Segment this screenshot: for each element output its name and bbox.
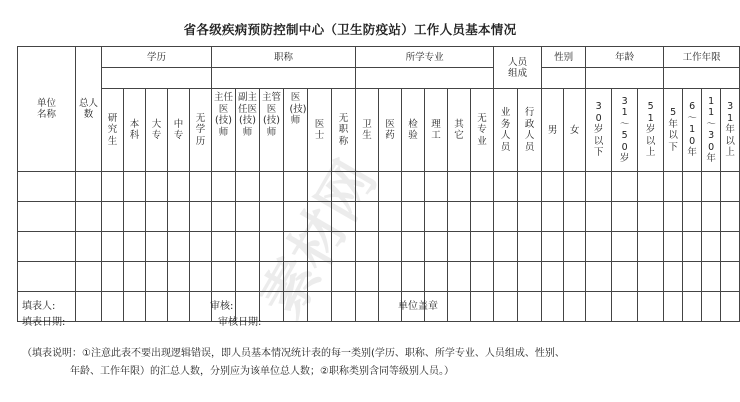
table-cell[interactable]	[212, 262, 236, 292]
table-cell[interactable]	[402, 262, 425, 292]
table-cell[interactable]	[260, 292, 284, 322]
table-cell[interactable]	[236, 232, 260, 262]
table-cell[interactable]	[518, 172, 542, 202]
table-cell[interactable]	[721, 262, 740, 292]
header-years-under5: 5年以下	[664, 89, 683, 172]
table-cell[interactable]	[683, 232, 702, 262]
table-cell[interactable]	[124, 232, 146, 262]
table-cell[interactable]	[702, 262, 721, 292]
staff-statistics-table	[17, 46, 740, 322]
header-title-chief: 主任医(技)师	[212, 89, 236, 172]
table-cell[interactable]	[190, 172, 212, 202]
table-cell[interactable]	[190, 232, 212, 262]
table-cell[interactable]	[586, 172, 612, 202]
table-cell[interactable]	[471, 172, 494, 202]
table-cell[interactable]	[308, 232, 332, 262]
table-cell[interactable]	[124, 292, 146, 322]
table-cell[interactable]	[564, 172, 586, 202]
table-cell[interactable]	[356, 262, 379, 292]
table-cell[interactable]	[76, 202, 102, 232]
header-title-assistant: 医士	[308, 89, 332, 172]
table-cell[interactable]	[702, 172, 721, 202]
header-gender-male: 男	[542, 89, 564, 172]
table-cell[interactable]	[146, 232, 168, 262]
table-cell[interactable]	[683, 262, 702, 292]
table-cell[interactable]	[402, 172, 425, 202]
table-cell[interactable]	[683, 172, 702, 202]
table-cell[interactable]	[664, 292, 683, 322]
header-title-rank: 职称	[212, 47, 356, 68]
table-cell[interactable]	[448, 262, 471, 292]
table-cell[interactable]	[638, 232, 664, 262]
seal-label: 单位盖章	[398, 301, 438, 312]
table-cell[interactable]	[638, 292, 664, 322]
table-cell[interactable]	[284, 292, 308, 322]
header-edu-none: 无学历	[190, 89, 212, 172]
header-comp-business: 业务人员	[494, 89, 518, 172]
header-age-under30: 30岁以下	[586, 89, 612, 172]
header-edu-bachelor: 本科	[124, 89, 146, 172]
header-age-31-50: 31～50岁	[612, 89, 638, 172]
header-title-deputy: 副主任医(技)师	[236, 89, 260, 172]
table-cell[interactable]	[124, 202, 146, 232]
table-cell[interactable]	[356, 232, 379, 262]
fill-instructions	[22, 345, 682, 381]
table-cell[interactable]	[168, 202, 190, 232]
header-major-other: 其它	[448, 89, 471, 172]
table-cell[interactable]	[471, 292, 494, 322]
table-cell[interactable]	[236, 172, 260, 202]
table-cell[interactable]	[518, 262, 542, 292]
header-major: 所学专业	[356, 47, 494, 68]
table-cell[interactable]	[332, 232, 356, 262]
table-cell[interactable]	[102, 232, 124, 262]
header-education: 学历	[102, 47, 212, 68]
table-cell[interactable]	[638, 262, 664, 292]
table-cell[interactable]	[542, 202, 564, 232]
header-years-11-30: 11～30年	[702, 89, 721, 172]
table-cell[interactable]	[702, 202, 721, 232]
table-cell[interactable]	[332, 202, 356, 232]
header-years-over31: 31年以上	[721, 89, 740, 172]
table-cell[interactable]	[471, 232, 494, 262]
table-cell[interactable]	[494, 262, 518, 292]
table-cell[interactable]	[356, 202, 379, 232]
header-comp-admin: 行政人员	[518, 89, 542, 172]
table-cell[interactable]	[102, 262, 124, 292]
table-cell[interactable]	[518, 232, 542, 262]
table-cell[interactable]	[586, 262, 612, 292]
table-cell[interactable]	[308, 172, 332, 202]
table-row	[18, 262, 740, 292]
table-cell[interactable]	[102, 292, 124, 322]
table-cell[interactable]	[664, 232, 683, 262]
table-cell[interactable]	[168, 292, 190, 322]
table-cell[interactable]	[332, 172, 356, 202]
table-cell[interactable]	[425, 202, 448, 232]
table-cell[interactable]	[564, 232, 586, 262]
table-cell[interactable]	[332, 262, 356, 292]
table-cell[interactable]	[494, 232, 518, 262]
table-cell[interactable]	[190, 292, 212, 322]
table-cell[interactable]	[612, 172, 638, 202]
table-cell[interactable]	[168, 232, 190, 262]
watermark: 素材网	[248, 150, 390, 329]
table-cell[interactable]	[284, 232, 308, 262]
header-age-over51: 51岁以上	[638, 89, 664, 172]
staff-table-container	[17, 46, 735, 322]
header-edu-graduate: 研究生	[102, 89, 124, 172]
table-cell[interactable]	[18, 262, 76, 292]
header-title-none: 无职称	[332, 89, 356, 172]
table-cell[interactable]	[664, 262, 683, 292]
header-major-science: 理工	[425, 89, 448, 172]
table-cell[interactable]	[721, 232, 740, 262]
table-cell[interactable]	[448, 292, 471, 322]
table-cell[interactable]	[494, 172, 518, 202]
table-cell[interactable]	[721, 172, 740, 202]
header-edu-college: 大专	[146, 89, 168, 172]
table-cell[interactable]	[518, 292, 542, 322]
table-cell[interactable]	[683, 292, 702, 322]
table-cell[interactable]	[683, 202, 702, 232]
header-gender-female: 女	[564, 89, 586, 172]
form-title: 省各级疾病预防控制中心（卫生防疫站）工作人员基本情况	[183, 22, 517, 37]
filler-label: 填表人:	[22, 301, 56, 312]
table-cell[interactable]	[168, 262, 190, 292]
table-cell[interactable]	[448, 172, 471, 202]
table-cell[interactable]	[721, 202, 740, 232]
table-row	[18, 172, 740, 202]
table-cell[interactable]	[638, 202, 664, 232]
table-cell[interactable]	[612, 232, 638, 262]
table-cell[interactable]	[168, 172, 190, 202]
table-cell[interactable]	[76, 292, 102, 322]
header-edu-secondary: 中专	[168, 89, 190, 172]
table-cell[interactable]	[284, 202, 308, 232]
table-row	[18, 292, 740, 322]
table-cell[interactable]	[564, 262, 586, 292]
header-total: 总人数	[76, 47, 102, 172]
table-cell[interactable]	[102, 172, 124, 202]
table-cell[interactable]	[702, 232, 721, 262]
table-cell[interactable]	[236, 262, 260, 292]
table-cell[interactable]	[308, 262, 332, 292]
table-cell[interactable]	[146, 262, 168, 292]
table-cell[interactable]	[542, 262, 564, 292]
table-cell[interactable]	[260, 172, 284, 202]
header-unit-name: 单位名称	[18, 47, 76, 172]
table-cell[interactable]	[402, 232, 425, 262]
table-cell[interactable]	[356, 292, 379, 322]
table-cell[interactable]	[76, 172, 102, 202]
table-cell[interactable]	[542, 172, 564, 202]
table-cell[interactable]	[102, 202, 124, 232]
table-cell[interactable]	[146, 292, 168, 322]
fill-date-label: 填表日期:	[22, 317, 66, 328]
table-cell[interactable]	[638, 172, 664, 202]
table-cell[interactable]	[379, 232, 402, 262]
reviewer-label: 审核:	[210, 301, 234, 312]
table-cell[interactable]	[146, 202, 168, 232]
table-cell[interactable]	[212, 202, 236, 232]
table-cell[interactable]	[586, 292, 612, 322]
table-cell[interactable]	[146, 172, 168, 202]
table-cell[interactable]	[425, 172, 448, 202]
header-composition: 人员组成	[494, 47, 542, 89]
table-cell[interactable]	[564, 202, 586, 232]
table-row	[18, 232, 740, 262]
table-cell[interactable]	[612, 262, 638, 292]
table-cell[interactable]	[308, 202, 332, 232]
table-cell[interactable]	[664, 202, 683, 232]
table-cell[interactable]	[448, 232, 471, 262]
table-cell[interactable]	[308, 292, 332, 322]
table-cell[interactable]	[236, 202, 260, 232]
table-cell[interactable]	[542, 292, 564, 322]
table-cell[interactable]	[448, 202, 471, 232]
table-cell[interactable]	[702, 292, 721, 322]
header-title-physician: 医(技)师	[284, 89, 308, 172]
table-cell[interactable]	[494, 202, 518, 232]
table-cell[interactable]	[284, 172, 308, 202]
table-cell[interactable]	[18, 172, 76, 202]
table-cell[interactable]	[332, 292, 356, 322]
table-cell[interactable]	[664, 172, 683, 202]
table-cell[interactable]	[190, 262, 212, 292]
table-cell[interactable]	[76, 232, 102, 262]
table-cell[interactable]	[564, 292, 586, 322]
table-cell[interactable]	[471, 262, 494, 292]
table-cell[interactable]	[76, 262, 102, 292]
table-row	[18, 202, 740, 232]
header-major-none: 无专业	[471, 89, 494, 172]
header-title-supervisor: 主管医(技)师	[260, 89, 284, 172]
table-cell[interactable]	[212, 232, 236, 262]
table-cell[interactable]	[379, 172, 402, 202]
table-cell[interactable]	[379, 202, 402, 232]
table-cell[interactable]	[586, 202, 612, 232]
table-cell[interactable]	[124, 262, 146, 292]
header-major-lab: 检验	[402, 89, 425, 172]
table-cell[interactable]	[284, 262, 308, 292]
review-date-label: 审核日期:	[218, 317, 262, 328]
header-gender: 性别	[542, 47, 586, 68]
table-cell[interactable]	[494, 292, 518, 322]
table-cell[interactable]	[612, 292, 638, 322]
table-data-body	[18, 172, 740, 322]
table-cell[interactable]	[586, 232, 612, 262]
header-years-6-10: 6～10年	[683, 89, 702, 172]
table-cell[interactable]	[612, 202, 638, 232]
table-cell[interactable]	[721, 292, 740, 322]
table-cell[interactable]	[379, 262, 402, 292]
header-years: 工作年限	[664, 47, 740, 68]
table-cell[interactable]	[18, 202, 76, 232]
instruction-line-2: 年龄、工作年限）的汇总人数，分别应为该单位总人数；②职称类别含同等级别人员。）	[70, 366, 454, 377]
table-cell[interactable]	[124, 172, 146, 202]
table-cell[interactable]	[471, 202, 494, 232]
table-cell[interactable]	[190, 202, 212, 232]
table-cell[interactable]	[425, 232, 448, 262]
table-cell[interactable]	[356, 172, 379, 202]
table-cell[interactable]	[542, 232, 564, 262]
table-cell[interactable]	[402, 202, 425, 232]
table-cell[interactable]	[425, 262, 448, 292]
instruction-line-1: （填表说明：①注意此表不要出现逻辑错误，即人员基本情况统计表的每一类别(学历、职称、所学专业、人员组成、性别、	[22, 348, 565, 359]
table-cell[interactable]	[18, 232, 76, 262]
table-cell[interactable]	[260, 232, 284, 262]
header-major-medicine: 医药	[379, 89, 402, 172]
header-age: 年龄	[586, 47, 664, 68]
table-cell[interactable]	[518, 202, 542, 232]
table-cell[interactable]	[260, 202, 284, 232]
header-major-health: 卫生	[356, 89, 379, 172]
table-cell[interactable]	[260, 262, 284, 292]
table-cell[interactable]	[212, 172, 236, 202]
